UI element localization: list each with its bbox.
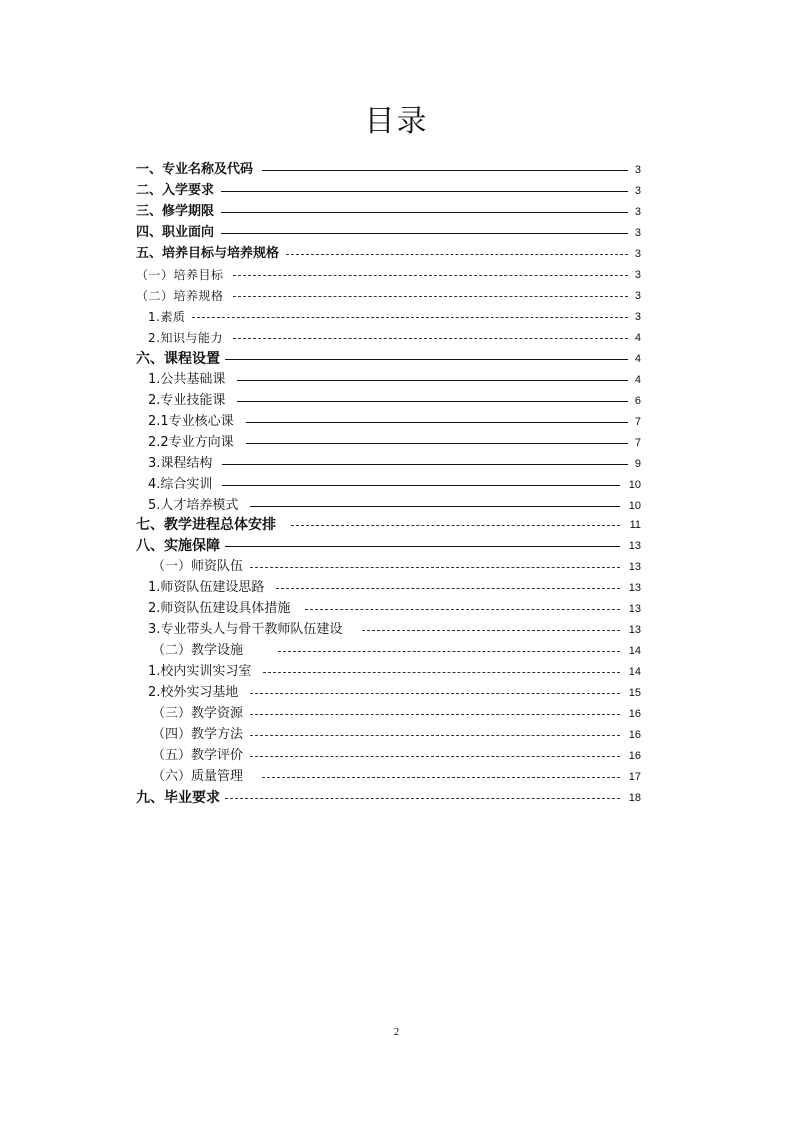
toc-entry[interactable] (0, 725, 793, 745)
toc-entry[interactable] (0, 244, 793, 264)
toc-entry-label: （五）教学评价 (152, 748, 244, 763)
toc-entry-page: 18 (628, 792, 641, 804)
toc-entry-label: 六、课程设置 (136, 351, 220, 367)
toc-entry-label: 2.1专业核心课 (148, 414, 234, 429)
toc-entry[interactable] (0, 475, 793, 495)
toc-entry-label: （一）师资队伍 (152, 559, 244, 574)
toc-leader (246, 422, 628, 423)
toc-leader (233, 296, 628, 297)
toc-entry[interactable] (0, 349, 793, 369)
toc-entry-label: 1.校内实训实习室 (148, 664, 252, 679)
toc-entry-page: 10 (628, 479, 641, 491)
toc-entry[interactable] (0, 536, 793, 556)
toc-entry-label: 三、修学期限 (136, 204, 215, 219)
toc-entry-page: 14 (628, 666, 641, 678)
toc-entry-label: （二）教学设施 (152, 643, 244, 658)
toc-entry-label: 二、入学要求 (136, 183, 215, 198)
toc-leader (221, 233, 628, 234)
toc-leader (262, 170, 628, 171)
toc-leader (222, 485, 620, 486)
toc-entry-page: 3 (634, 269, 641, 281)
toc-entry-page: 3 (634, 164, 641, 176)
toc-leader (233, 275, 628, 276)
toc-entry-label: 3.课程结构 (148, 456, 213, 471)
toc-entry-label: 2.2专业方向课 (148, 435, 234, 450)
toc-entry-page: 4 (634, 332, 641, 344)
toc-leader (246, 443, 628, 444)
toc-leader (278, 651, 620, 652)
toc-entry-page: 6 (634, 395, 641, 407)
toc-entry-label: 1.素质 (148, 310, 186, 324)
toc-entry[interactable] (0, 496, 793, 516)
toc-entry-page: 7 (634, 416, 641, 428)
toc-entry-label: 八、实施保障 (136, 538, 220, 554)
toc-entry[interactable] (0, 704, 793, 724)
toc-leader (362, 630, 620, 631)
toc-leader (250, 506, 620, 507)
toc-entry[interactable] (0, 662, 793, 682)
toc-entry-page: 3 (634, 206, 641, 218)
toc-entry[interactable] (0, 599, 793, 619)
toc-entry[interactable] (0, 683, 793, 703)
toc-leader (233, 338, 628, 339)
toc-entry-page: 11 (629, 519, 641, 531)
toc-entry[interactable] (0, 746, 793, 766)
toc-entry[interactable] (0, 515, 793, 535)
toc-entry[interactable] (0, 223, 793, 243)
toc-entry-page: 4 (634, 374, 641, 386)
toc-leader (237, 401, 628, 402)
toc-leader (192, 317, 628, 318)
toc-leader (237, 380, 628, 381)
toc-leader (250, 756, 620, 757)
toc-leader (225, 546, 620, 547)
toc-entry-label: 3.专业带头人与骨干教师队伍建设 (148, 622, 343, 637)
toc-entry-page: 16 (628, 750, 641, 762)
toc-entry-page: 3 (634, 290, 641, 302)
toc-entry-label: 七、教学进程总体安排 (136, 517, 276, 533)
toc-entry-label: 四、职业面向 (136, 225, 215, 240)
toc-entry-page: 3 (634, 311, 641, 323)
toc-entry[interactable] (0, 433, 793, 453)
toc-entry-page: 13 (628, 561, 641, 573)
toc-entry[interactable] (0, 788, 793, 808)
toc-entry-page: 3 (634, 248, 641, 260)
toc-leader (305, 609, 620, 610)
toc-entry[interactable] (0, 620, 793, 640)
toc-entry-label: 一、专业名称及代码 (136, 162, 254, 177)
toc-entry-label: 2.师资队伍建设具体措施 (148, 601, 291, 616)
toc-leader (225, 359, 628, 360)
toc-entry[interactable] (0, 557, 793, 577)
toc-entry-label: 2.校外实习基地 (148, 685, 239, 700)
toc-leader (263, 672, 620, 673)
toc-entry-page: 10 (628, 500, 641, 512)
toc-entry[interactable] (0, 307, 793, 327)
toc-leader (250, 567, 620, 568)
toc-entry-label: 五、培养目标与培养规格 (136, 246, 280, 261)
toc-entry-page: 3 (634, 227, 641, 239)
toc-entry-label: （二）培养规格 (136, 289, 224, 303)
toc-leader (291, 525, 620, 526)
toc-entry[interactable] (0, 286, 793, 306)
toc-leader (276, 588, 620, 589)
toc-leader (250, 714, 620, 715)
toc-leader (221, 212, 628, 213)
toc-entry-label: 九、毕业要求 (136, 790, 220, 806)
toc-leader (262, 777, 620, 778)
toc-entry-page: 9 (634, 458, 641, 470)
toc-entry[interactable] (0, 265, 793, 285)
toc-entry-label: （一）培养目标 (136, 268, 224, 282)
toc-entry-label: 4.综合实训 (148, 477, 213, 492)
toc-entry-page: 15 (628, 687, 641, 699)
toc-leader (222, 464, 628, 465)
toc-entry-page: 4 (634, 353, 641, 365)
toc-entry-label: 5.人才培养模式 (148, 498, 239, 513)
toc-leader (221, 191, 628, 192)
toc-entry[interactable] (0, 328, 793, 348)
toc-leader (225, 798, 620, 799)
toc-entry[interactable] (0, 160, 793, 180)
toc-entry[interactable] (0, 454, 793, 474)
toc-entry-label: 2.知识与能力 (148, 331, 223, 345)
toc-entry[interactable] (0, 641, 793, 661)
toc-entry-page: 13 (628, 582, 641, 594)
toc-entry-page: 7 (634, 437, 641, 449)
toc-entry-label: 1.公共基础课 (148, 372, 226, 387)
toc-entry[interactable] (0, 181, 793, 201)
toc-entry[interactable] (0, 578, 793, 598)
toc-entry[interactable] (0, 412, 793, 432)
toc-entry-page: 17 (628, 771, 641, 783)
toc-entry[interactable] (0, 370, 793, 390)
toc-entry-page: 13 (628, 624, 641, 636)
toc-entry[interactable] (0, 767, 793, 787)
toc-entry-page: 3 (634, 185, 641, 197)
toc-entry-page: 13 (628, 540, 641, 552)
toc-entry-label: （六）质量管理 (152, 769, 244, 784)
toc-entry-page: 16 (628, 708, 641, 720)
toc-title: 目录 (364, 104, 429, 139)
toc-entry-label: 2.专业技能课 (148, 393, 226, 408)
toc-entry-label: 1.师资队伍建设思路 (148, 580, 265, 595)
toc-entry-label: （三）教学资源 (152, 706, 244, 721)
page-number: 2 (393, 1026, 400, 1038)
toc-leader (250, 693, 620, 694)
toc-entry-page: 16 (628, 729, 641, 741)
toc-leader (286, 254, 628, 255)
toc-entry-page: 14 (628, 645, 641, 657)
toc-leader (250, 735, 620, 736)
toc-entry[interactable] (0, 391, 793, 411)
toc-entry-page: 13 (628, 603, 641, 615)
toc-entry[interactable] (0, 202, 793, 222)
toc-entry-label: （四）教学方法 (152, 727, 244, 742)
